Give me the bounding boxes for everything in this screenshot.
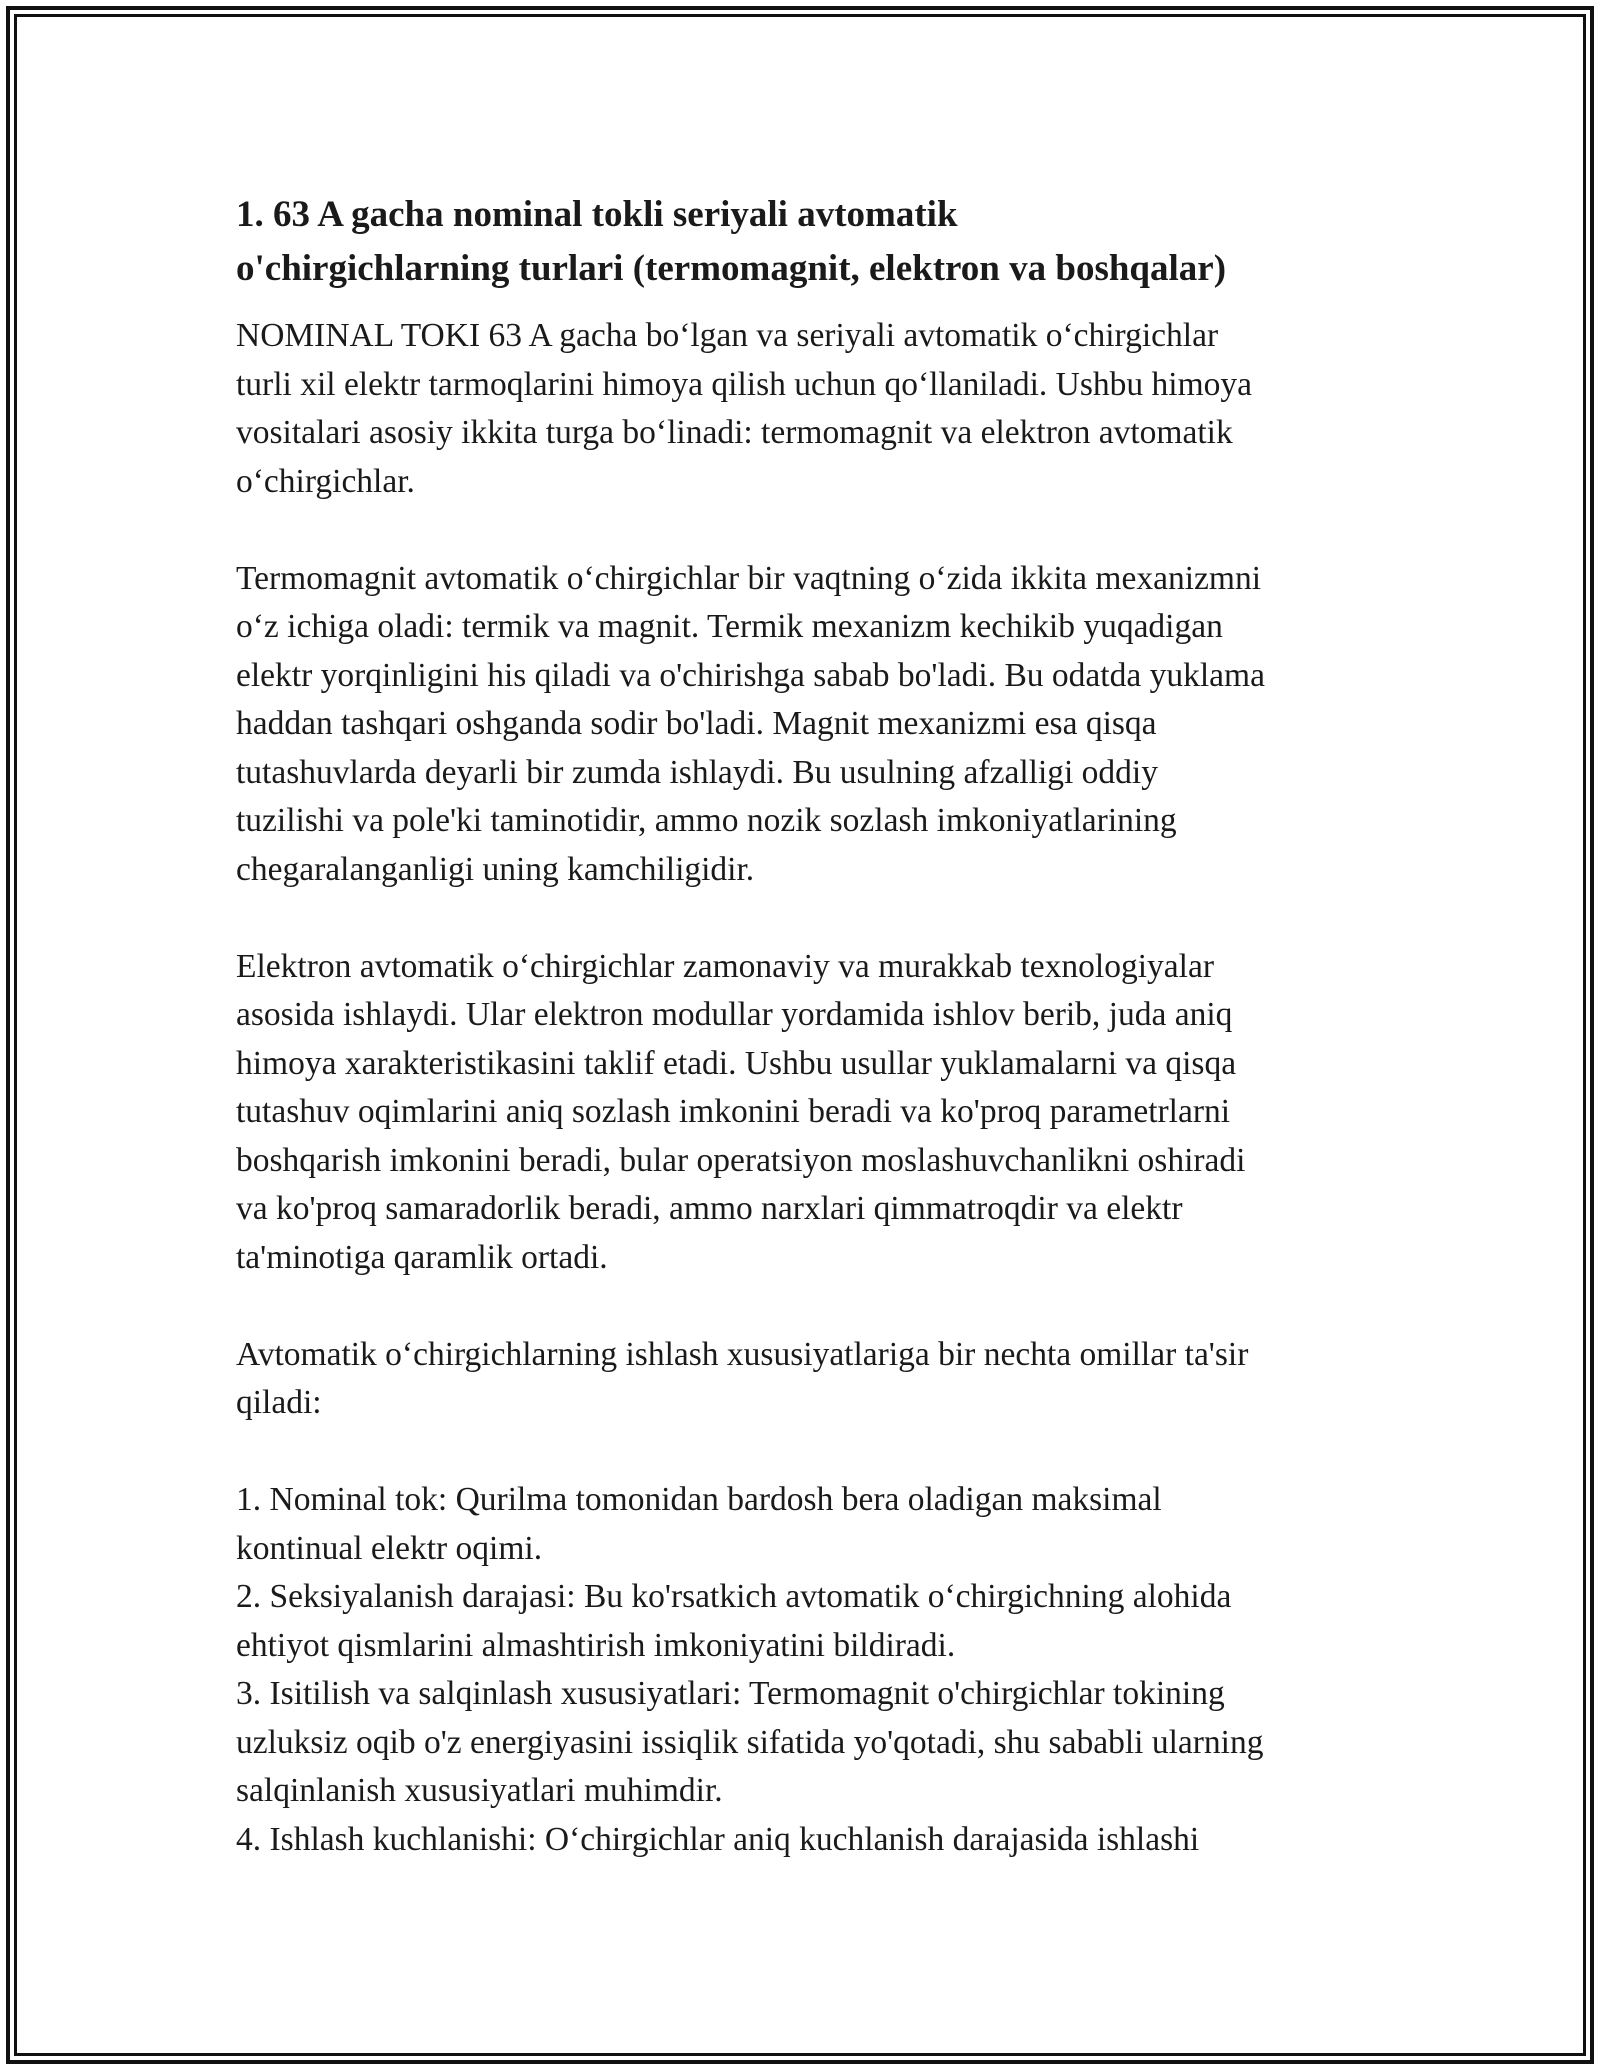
list-item: 2. Seksiyalanish darajasi: Bu ko'rsatkich avtomatik oʻchirgichning alohida ehtiyot qismlarini almashtirish imkoniyatini bildiradi. — [236, 1578, 1232, 1664]
list-item: 4. Ishlash kuchlanishi: Oʻchirgichlar aniq kuchlanish darajasida ishlashi — [236, 1820, 1200, 1858]
paragraph-factors: Avtomatik oʻchirgichlarning ishlash xususiyatlariga bir nechta omillar ta'sir qiladi: — [236, 1335, 1249, 1421]
paragraph-gap — [236, 1282, 1376, 1331]
document-body — [236, 188, 1376, 1864]
document-title: 1. 63 A gacha nominal tokli seriyali avtomatik o'chirgichlarning turlari (termomagnit, elektron va boshqalar) — [236, 194, 1227, 289]
paragraph-electronic: Elektron avtomatik oʻchirgichlar zamonaviy va murakkab texnologiyalar asosida ishlaydi. Ular elektron modullar yordamida ishlov berib, juda aniq himoya xarakteristikasini taklif etadi. Ushbu usullar yuklamalarni va qisqa tutashuv oqimlarini aniq sozlash imkonini beradi va ko'proq parametrlarni boshqarish imkonini beradi, bular operatsiyon moslashuvchanlikni oshiradi va ko'proq samaradorlik beradi, ammo narxlari qimmatroqdir va elektr ta'minotiga qaramlik ortadi. — [236, 947, 1246, 1276]
paragraph-intro: NOMINAL TOKI 63 A gacha boʻlgan va seriyali avtomatik oʻchirgichlar turli xil elektr tarmoqlarini himoya qilish uchun qoʻllaniladi. Ushbu himoya vositalari asosiy ikkita turga boʻlinadi: termomagnit va elektron avtomatik oʻchirgichlar. — [236, 317, 1252, 500]
paragraph-thermomagnetic: Termomagnit avtomatik oʻchirgichlar bir vaqtning oʻzida ikkita mexanizmni oʻz ichiga oladi: termik va magnit. Termik mexanizm kechikib yuqadigan elektr yorqinligini his qiladi va o'chirishga sabab bo'ladi. Bu odatda yuklama haddan tashqari oshganda sodir bo'ladi. Magnit mexanizmi esa qisqa tutashuvlarda deyarli bir zumda ishlaydi. Bu usulning afzalligi oddiy tuzilishi va pole'ki taminotidir, ammo nozik sozlash imkoniyatlarining chegaralanganligi uning kamchiligidir. — [236, 559, 1265, 888]
paragraph-gap — [236, 894, 1376, 943]
paragraph-gap — [236, 506, 1376, 555]
paragraph-gap — [236, 1428, 1376, 1477]
factors-list — [236, 1476, 1376, 1864]
list-item: 1. Nominal tok: Qurilma tomonidan bardosh bera oladigan maksimal kontinual elektr oqimi. — [236, 1481, 1162, 1567]
list-item: 3. Isitilish va salqinlash xususiyatlari: Termomagnit o'chirgichlar tokining uzluksiz oqib o'z energiyasini issiqlik sifatida yo'qotadi, shu sababli ularning salqinlanish xususiyatlari muhimdir. — [236, 1675, 1264, 1809]
